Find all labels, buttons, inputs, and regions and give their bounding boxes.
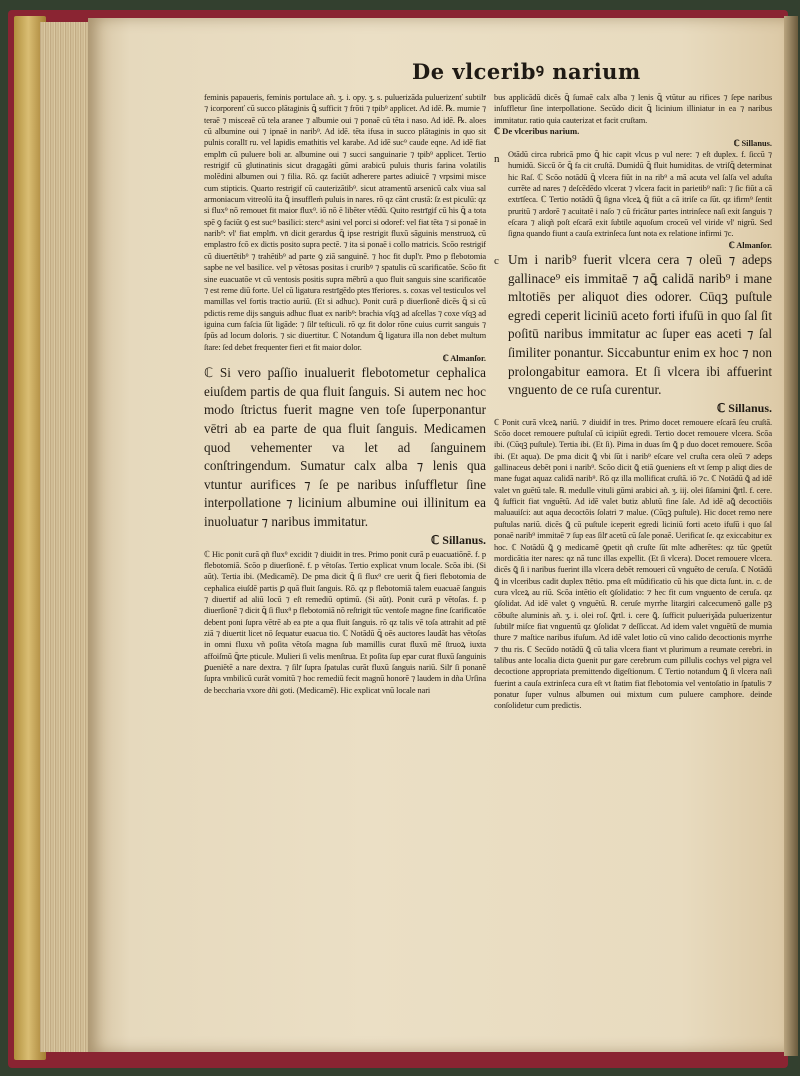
left-commentary-block-2: ℂ Hic ponit curā qñ flux⁹ excidit ⁊ diuidit in tres. Primo ponit curā p euacuatiōnē. f. p flebotomiā. Scōo p diuerſionē. f. p vētoſas. Tertio explicat vnum locale. Scōa ibi. (Si aūt). Tertia ibi. (Medicamē). De pma dicit ꝗ̄ ſi flux⁹ cre uerit ꝗ̄ fieri flebotomia de cephalica eiuſdē partis ꝑ quā fluit ſanguis. Rō. qz p flebotomiā talem euacuaē ſanguis ⁊ diuertif ad aliū locū ⁊ eſt remediū optimū. (Si aūt). Ponit curā p vētoſas. f. p diuerſionē ⁊ dicit ꝗ̄ ſi flux⁹ p flebotomiā nō reſtrigit tūc ventoſe magne fine ſcarificatōe debent poni ſupra vētrē ab ea pte a qua fluit ſanguis. rō qz talis vē toſa attrahit ad ptē ziā ⁊ diuertit licet nō ſequatur euacua tio. ℂ Notādū ꝗ̄ oēs auctores laudāt has vētoſas in omni fluxu vñ poſita vētoſa magna ſub mamillis curat fluxū mē ſtruoꝝ iuxta affoiſmū ꝗ̄rte pticule. Mulieri ſi velis menſtrua. Et poſita ſup epar curat fluxū ſanguinis ꝑueniētē a nare dextra. ⁊ ſilr̄ ſupra ſpatulas curāt fluxū ſanguis nariū. Silr̄ ſi ponanē ſupra vmbilicū curāt vomitū ⁊ hoc remediū fecit magnū honorē ⁊ laudem in dña Urſina de beccharia vxore dñi goti. (Medicamē). Hic explicat vnū locale nari — [204, 549, 486, 695]
right-rubric-sillanus-2: ℂ Sillanus. — [716, 400, 772, 415]
right-rubric-almansor: ℂ Almanſor. — [728, 240, 772, 250]
right-text-column — [494, 92, 772, 912]
running-title: De vlceribꝰ narium — [412, 59, 641, 84]
left-rubric-almansor: ℂ Almanſor. — [442, 353, 486, 363]
chapter-heading-text: ℂ De vlceribus narium. — [494, 126, 580, 137]
right-commentary-block-2: Otādū circa rubricā pmo ꝗ̄ hic capit vlcus p vul nere: ⁊ eſt duplex. f. ſiccū ⁊ humidū. Siccū ōr ꝗ̄ fa cit cruſtā. Dumidū ꝗ̄ fluit humiditas. de vtriſꝗ̄ determinat hic Raſ. ℂ Scōo notādū ꝗ̄ vlcera fiūt in na rib⁹ a mā acuta vel ſalſa vel aduſta currēte ad nares ⁊ deſcēdēdo vlcerat ⁊ vlcera facit in parietib⁹ naſi: ⁊ ſic fiūt a cā extrīſeca. ℂ Tertio notādū ꝗ̄ ſigna vlceꝝ ꝗ̄ fiūt a cā itriſe ca ſūt. qz ifirm⁹ ſentit pruritū ⁊ ardorē ⁊ acuitatē i naſo ⁊ cū fricātur partes intrinſece naſi exit ſanguis ⁊ eſcara ⁊ aliqñ poſt eſcarā exit ſubtile aquoſum croceū vel viride vl' nigrū. Sed ſigna quando fiunt a cauſa extrinſeca ſunt nota ex relatione infirmi ⁊c. — [508, 149, 772, 239]
left-commentary-block-1: feminis papaueris, feminis portulace añ. ʒ. i. opy. ʒ. s. puluerizāda puluerizenť subtilr̄ ⁊ icorporenť cū succo plātaginis ꝗ̄ sufficit ⁊ frōti ⁊ tpib⁹ applicet. Ad idē. ℞. mumie ⁊ teraē ⁊ misceaē cū tela aranee ⁊ albumie oui ⁊ ponaē cū tēta i naso. Ad idē. ℞. aloes cū albumine oui ⁊ ipnaē in narib⁹. Ad idē. tēta ifusa in succo plātaginis in quo sit pulnis corallī ru. vel lapidis emathitis vel karabe. Ad idē suc⁹ caude eqne. Ad idē fiat emplm̄ cū puluere boli ar. albumine oui ⁊ succi sanguinarie ⁊ tpib⁹ applicet. Tertio restrigif cū glutinatinis sicut dragagāti gūmi arabicū puluis thuris farina volatilis molēdini albumen oui ⁊ filia. Rō. qz faciūt adherere partes adiuicē ⁊ vrpsimi misce cum stipticis. Quarto restrigif cū cauterizātib⁹. sicut atramentū arsenicū calx viua sal armoniacum vitreolū ita ꝗ̄ insuffleḿ puluis in nares. rō qz cānt crustā: ſz est piculū: qz si flux⁹ nō remouet fit maior flux⁹. iō nō ē libēter vtēdū. Quito restrīgif cū his ꝗ̄ a tota spē ꝯ faciūt ꝯ est suc⁹ basilici: sterc⁹ asini vel porci si odoref: vel fiat tēta ⁊ si ponaē in narib⁹: vl' fiat emplm̄. vn̄ dicit gerardus ꝗ̄ ipse restrigit fluxū sāguinis menstruoꝝ cū emplastro fcō ex dictis posito supra pectē. ⁊ ita si ponaē i collo matricis. Scōo restrigif cū diuertētib⁹ ⁊ trahētib⁹ ad parte ꝯ ziā sanguinē. ⁊ hoc fit dupl'r. Pmo p flebotomia sapbe ne vel basilice. vel p vētosas positas i cruribꝰ ⁊ spatulis cū scarificatōe. Scōo fit sine euacuatōe vt cū ventosis positis supra mēbrū a quo fluit sanguis sine scarificatōe ⁊ est reme diū forte. Uel cū ligatura restrīgēdo ptes īferiores. s. coxas vel testiculos vel mamillas vel fortis tractio auriū. (Et si adhuc). Ponit curā p diuerſionē dicēs ꝗ̄ si cū pdictis reme dijs sanguis adhuc fluat ex narib⁹: brachia vſqꝫ ad aſcellas ⁊ coxe vſqꝫ ad iguina cum faſcia ſūt ligāde: ⁊ ſilr̄ teſticuli. rō qz fit dolor rōne cuius currit sanguis ⁊ ſpūs ad locum doloris. ⁊ sic diuertitur. ℂ Notandum ꝗ̄ ligatura illa non debet multum ſtare: ſed debet frequenter fieri et fit maior dolor. — [204, 93, 486, 352]
right-commentary-block-3: ℂ Ponit curā vlceꝝ nariū. ⁊ diuidif in tres. Primo docet remouere eſcarā ſeu cruſtā. Scōo docet remouere puſtulaſ cū icipiūt egredi. Tertio docet remouere vlcera. Scōa ibi. (Cūqꝫ puſtule). Tertia ibi. (Et ſi). Pima in duas ſm ꝗ̄ p duo docet remouere. Scōa ibi. (Et aqua). De pma dicit ꝗ̄ vbi ſūt i narib⁹ eſcare vel cruſta cera oleū ⁊ adeps gallinaceus debēt poni i narib⁹. Scōo dicit ꝗ̄ etiā ꝯueniens eſt vt ſemp p aliqt dies de mane fugat aquaz calidā narib⁹. Rō qz illa mollificat cruſtā. iō ⁊c. ℂ Notādū ꝗ̄ ad idē valet vn guētū tale. ℞. medulle vituli gūmi arabici añ. ʒ. iij. olei ſiſamini ꝗ̄rtl. f. cere. ꝗ̄ ſufficit fiat vnguētū. Ad idē valet butiz ablutū fine ſale. Ad idē aꝗ̄ decoctiōis maluauiſci: aut aqua decoctōis ſolatri ⁊ malue. (Cūqꝫ puſtule). Hic docet remo nere puſtulas nariū. dicēs ꝗ̄ cū puſtule iceperit egredi liciniū forti aceto ifuſū i quo ſal ponaē narib⁹ immitaē ⁊ ſup eas ſilr̄ acetū cū ſale ponaē. Uerificat ſe. qz exiccabitur ex hoc. ℂ Notādū ꝗ̄ ꝯ medicamē ꝯpetit qñ cruſte ſūt mlte adherētes: qz tūc ꝯpetūt mordicātia iter nares: qz nā tunc illas expellit. (Et ſi vlcera). Docet remouere vlcera. dicēs ꝗ̄ ſi i naribus fuerint illa vlcera debēt remoueri cū vnguēto de ceruſa. ℂ Notādū ꝗ̄ in vlceribus cadit duplex ītētio. pma eſt mūdificatio cū his que dicta ſunt. in. c. de cura vlceꝝ au riū. Scōa intētio eſt ꝯſolidatio: ⁊ hec fit cum vnguento de ceruſa. qz ꝯſolidat. Ad idē valet ꝯ vnguētū. ℞. ceruſe myrrhe litargiri calcecumenō galle pꝫ cōbuſte aluminis añ. ʒ. i. olei roſ. ꝗ̄rtl. i. cere ꝗ̄. ſufficit pulueriʒāda puluerizentur ſubtilr̄ miſce fiat vnguentū qz ꝯſolidat ⁊ deſſiccat. Ad idem valet vnguētū de mumia thure ⁊ maſtice naribus ifuſum. Ad idē valet lotio cū vino calido decoctionis myrrhe ⁊ thu ris. ℂ Secūdo notādū ꝗ̄ cū talia vlcera fiant vt plurimum a reumate cerebri. in talibus ante localia dicta ꝯuenit pur gare cerebrum cum pillulis cochys vel pigra vel decoctione appropriata premittendo digeſtionum. ℂ Tertio notandum ꝗ̄ ſi vlcera naſi fuerint a cauſa extrinſeca cura eſt vt ſtatim fiat flebotomia vel ventoſatio in ſpatulis ⁊ ponatur ſuper vulnus albumen oui mixtum cum puluere camphore. deinde conſolidetur cum predictis. — [494, 417, 772, 711]
initial-letter-c: c — [494, 254, 499, 267]
left-rubric-sillanus: ℂ Sillanus. — [430, 532, 486, 547]
left-main-text: ℂ Si vero paſſio inualuerit flebotometur cephalica eiuſdem partis de qua fluit ſanguis. Si autem nec hoc modo ſtrictus fuerit magne ven toſe ſuperponantur vētri ab ea parte de qua fluit ſanguis. Medicamen quod vehementer va let ad ſanguinem conſtringendum. Sumatur calx alba ⁊ lenis qua vtuntur aurifices ⁊ ſe pe naribus inſuffletur ſine interpollatione ⁊ licinium albumine oui illinitum ea inuoluatur ⁊ naribus immitatur. — [204, 365, 486, 529]
initial-paragraph — [494, 149, 772, 240]
left-text-column — [204, 92, 486, 912]
right-commentary-block-1: bus applicādū dicēs ꝗ̄ ſumaē calx alba ⁊ lenis ꝗ̄ vtūtur au rifices ⁊ ſepe naribus inſuffletur ſine interpollatione. Secūdo dicit ꝗ̄ licinium illiniatur in ea ⁊ naribus immitatur. ratio quia cauterizat et facit cruſtam. — [494, 93, 772, 125]
right-main-text: Um i narib⁹ fuerit vlcera cera ⁊ oleū ⁊ adeps gallinace⁹ eis immitaē ⁊ aꝗ̄ calidā narib⁹ i mane mltotiēs per aliquot dies odorer. Cūqꝫ puſtule egredi ceperit liciniū aceto forti ifuſū in quo ſal ſit poſitū naribus immitatur ac ſuper eas aceti ⁊ ſal ſimiliter ponantur. Siccabuntur enim ex hoc ⁊ non prolongabitur eamora. Et ſi vlcera ibi affuerint vnguento de ce ruſa curentur. — [508, 251, 772, 398]
initial-letter-n: n — [494, 152, 500, 165]
initial-paragraph-large — [494, 251, 772, 400]
right-rubric-sillanus-1: ℂ Sillanus. — [733, 138, 772, 148]
chapter-heading — [494, 126, 772, 138]
right-page-edge — [784, 16, 798, 1056]
